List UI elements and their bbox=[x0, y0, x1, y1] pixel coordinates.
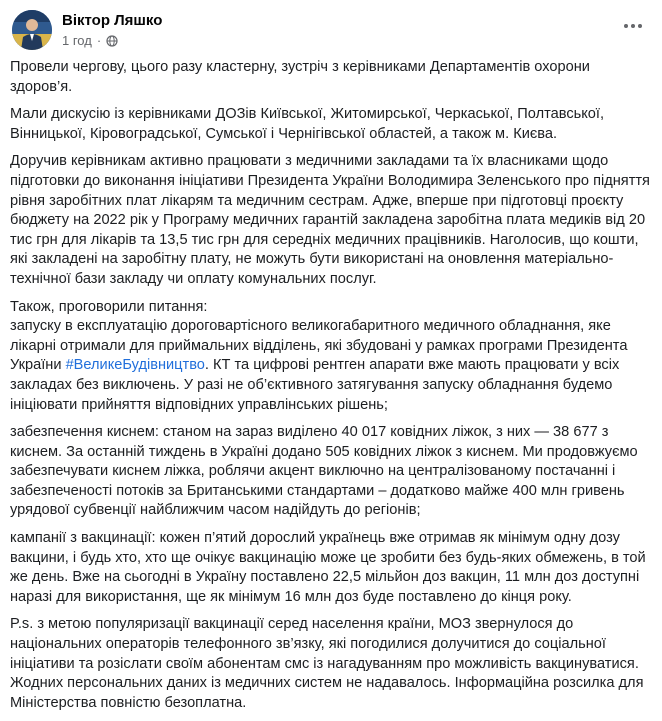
paragraph-text: . КТ та цифрові рентген апарати вже мають працювати у всіх закладах без виключень. У разі не об’єктивного затягування запуску обладнання будемо ініціювати прийняття відповідних управлінських рішень; bbox=[10, 357, 620, 413]
post-header bbox=[0, 0, 662, 56]
more-options-icon[interactable] bbox=[620, 16, 646, 36]
post-time[interactable]: 1 год bbox=[62, 33, 92, 48]
post-body bbox=[10, 58, 650, 721]
post-paragraph: кампанії з вакцинації: кожен п’ятий дорослий українець вже отримав як мінімум одну дозу вакцини, і будь хто, хто ще очікує вакцинацію може це зробити без будь-яких обмежень, в той же день. Вже на сьогодні в Україну поставлено 22,5 мільйон доз вакцин, 11 млн доз доступні наразі для використання, ще як мінімум 16 млн доз буде поставлено до кінця року. bbox=[10, 530, 646, 605]
post-paragraph: P.s. з метою популяризації вакцинації серед населення країни, МОЗ звернулося до національних операторів телефонного зв’язку, які погодилися долучитися до соціальної ініціативи та розіслати своїм абонентам смс із нагадуванням про можливість вакцинуватися. Жодних персональних даних із медичних систем не надавалось. Інформаційна розсилка для Міністерства повністю безоплатна. bbox=[10, 616, 644, 711]
post-paragraph: Провели чергову, цього разу кластерну, зустріч з керівниками Департаментів охорони здоров’я. bbox=[10, 59, 590, 95]
menu-dot bbox=[638, 24, 642, 28]
menu-dot bbox=[624, 24, 628, 28]
post-meta bbox=[62, 33, 118, 48]
post-paragraph: Доручив керівникам активно працювати з медичними закладами та їх власниками щодо підготовки до виконання ініціативи Президента України Володимира Зеленського про підняття рівня заробітних плат лікарям та медичним сестрам. Адже, вперше при підготовці проєкту бюджету на 2022 рік у Програму медичних гарантій закладена заробітна плата медиків від 20 тис грн для лікарів та 13,5 тис грн для середніх медичних працівників. Наголосив, що кошти, які закладені на заробітну плату, не можуть бути використані на оновлення матеріально-технічної бази закладу чи оплату комунальних послуг. bbox=[10, 153, 650, 287]
post-paragraph bbox=[10, 298, 650, 416]
avatar-photo bbox=[12, 10, 52, 50]
author-name[interactable]: Віктор Ляшко bbox=[62, 12, 163, 29]
globe-icon[interactable] bbox=[106, 35, 118, 47]
author-avatar[interactable] bbox=[12, 10, 52, 50]
post-paragraph: забезпечення киснем: станом на зараз виділено 40 017 ковідних ліжок, з них — 38 677 з киснем. За останній тиждень в Україні додано 505 ковідних ліжок з киснем. Ми продовжуємо забезпечувати киснем ліжка, роблячи акцент виключно на централізованому постачанні і забезпеченості потоків за Британськими стандартами – додатково майже 400 млн гривень урядової субвенції найближчим часом надійдуть до регіонів; bbox=[10, 424, 638, 519]
meta-separator: · bbox=[96, 33, 102, 48]
menu-dot bbox=[631, 24, 635, 28]
hashtag-link[interactable]: #ВеликеБудівництво bbox=[65, 357, 205, 374]
paragraph-text: Також, проговорили питання: запуску в експлуатацію дороговартісного великогабаритного медичного обладнання, яке лікарні отримали для приймальних відділень, які збудовані у рамках програми Президента України bbox=[10, 298, 628, 374]
post-paragraph: Мали дискусію із керівниками ДОЗів Київської, Житомирської, Черкаської, Полтавської, Вінницької, Кіровоградської, Сумської і Чернігівської областей, а також м. Києва. bbox=[10, 106, 605, 142]
